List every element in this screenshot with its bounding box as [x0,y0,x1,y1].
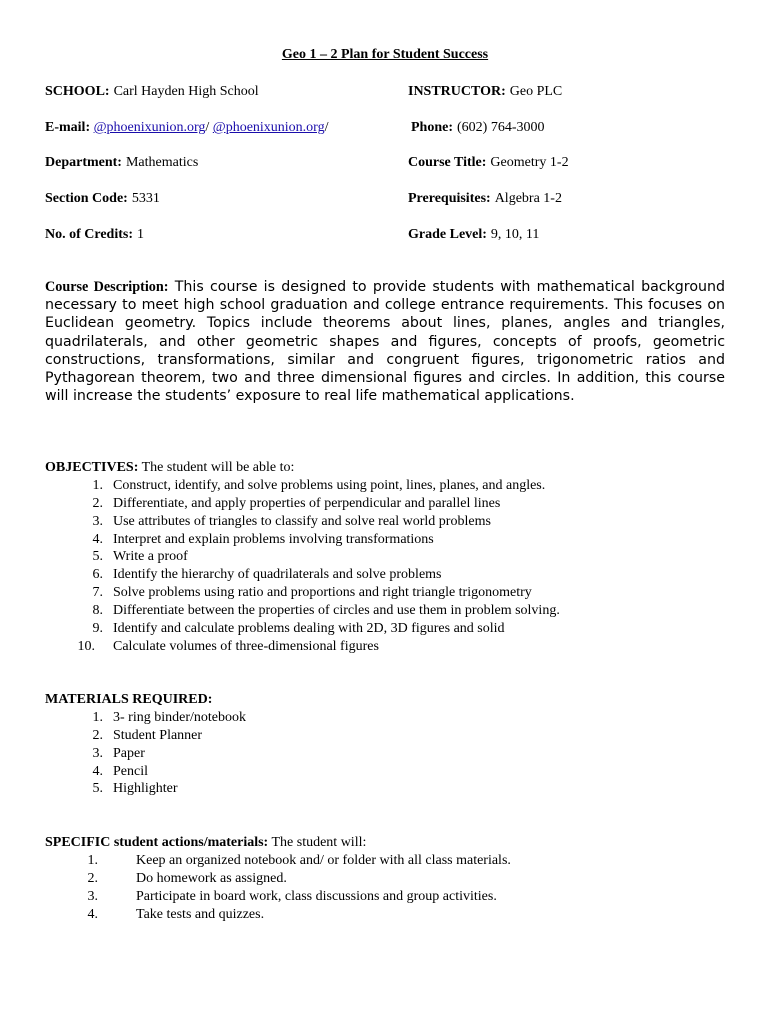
school-field [45,84,259,100]
actions-heading [45,835,366,851]
course-description-label: Course Description: [45,279,169,295]
credits-value: 1 [137,227,145,242]
actions-label: SPECIFIC student actions/materials: [45,835,269,850]
materials-label: MATERIALS REQUIRED: [45,692,213,707]
grade-level-label: Grade Level: [408,227,487,242]
credits-label: No. of Credits: [45,227,134,242]
course-description-text: This course is designed to provide students with mathematical background necessary to meet high school graduation and college entrance requirements. This focuses on Euclidean geometry. Topics include theorems about lines, planes, angles and triangles, quadrilaterals, and other geometric shapes and figures, concepts of proofs, geometric constructions, transformations, similar and congruent figures, trigonometric ratios and Pythagorean theorem, two and three dimensional figures and circles. In addition, this course will increase the students’ exposure to real life mathematical applications. [45,279,725,405]
grade-level-value: 9, 10, 11 [490,227,540,242]
section-code-field [45,191,160,207]
prerequisites-label: Prerequisites: [408,191,491,206]
course-description [45,278,725,405]
email-separator: / [205,120,210,135]
prerequisites-value: Algebra 1-2 [494,191,562,206]
school-label: SCHOOL: [45,84,110,99]
email-link-2[interactable]: @phoenixunion.org [212,120,325,135]
section-code-label: Section Code: [45,191,128,206]
department-field [45,155,198,171]
email-field [45,120,328,136]
objectives-intro: The student will be able to: [141,460,295,475]
materials-heading [45,692,212,708]
credits-field [45,227,144,243]
actions-intro: The student will: [271,835,367,850]
course-title-label: Course Title: [408,155,487,170]
objectives-heading [45,460,294,476]
phone-label: Phone: [411,120,453,135]
prerequisites-field [408,191,562,207]
department-value: Mathematics [125,155,199,170]
course-title-value: Geometry 1-2 [490,155,569,170]
section-code-value: 5331 [131,191,160,206]
email-trail: / [324,120,329,135]
phone-value: (602) 764-3000 [457,120,545,135]
document-page: Geo 1 – 2 Plan for Student Success SCHOOL: Carl Hayden High School INSTRUCTOR: Geo PLC E-mail: @phoenixunion.org/ @phoenixunion.org/ Phone: (602) 764-3000 Department: Mathematics Course Title: Geometry 1-2 Section Code: 5331 Prerequisites: Algebra 1-2 No. of Credits: 1 Grade Level: 9, 10, 11 Course Description: This course is designed to provide students with mathematical background necessary to meet high school graduation and college entrance requirements. This focuses on Euclidean geometry. Topics include theorems about lines, planes, angles and triangles, quadrilaterals, and other geometric shapes and figures, concepts of proofs, geometric constructions, transformations, similar and congruent figures, trigonometric ratios and Pythagorean theorem, two and three dimensional figures and circles. In addition, this course will increase the students’ exposure to real life mathematical applications. OBJECTIVES: The student will be able to: 1. Construct, identify, and solve problems using point, lines, planes, and angles. 2. Differentiate, and apply properties of perpendicular and parallel lines 3. Use attributes of triangles to classify and solve real world problems 4. Interpret and explain problems involving transformations 5. Write a proof 6. Identify the hierarchy of quadrilaterals and solve problems 7. Solve problems using ratio and proportions and right triangle trigonometry 8. Differentiate between the properties of circles and use them in problem solving. 9. Identify and calculate problems dealing with 2D, 3D figures and solid 10. Calculate volumes of three-dimensional figures MATERIALS REQUIRED: 1. 3- ring binder/notebook 2. Student Planner 3. Paper 4. Pencil 5. Highlighter SPECIFIC student actions/materials: The student will: 1. Keep an organized notebook and/ or folder with all class materials. 2. Do homework as assigned. 3. Participate in board work, class discussions and group activities. 4. Take tests and quizzes. [0,0,770,1024]
email-label: E-mail: [45,120,91,135]
instructor-field [408,84,562,100]
instructor-value: Geo PLC [509,84,563,99]
phone-field [411,120,545,136]
course-title-field [408,155,569,171]
document-title: Geo 1 – 2 Plan for Student Success [281,47,489,62]
instructor-label: INSTRUCTOR: [408,84,506,99]
email-link-1[interactable]: @phoenixunion.org [93,120,206,135]
objectives-label: OBJECTIVES: [45,460,139,475]
grade-level-field [408,227,539,243]
school-value: Carl Hayden High School [113,84,259,99]
department-label: Department: [45,155,122,170]
